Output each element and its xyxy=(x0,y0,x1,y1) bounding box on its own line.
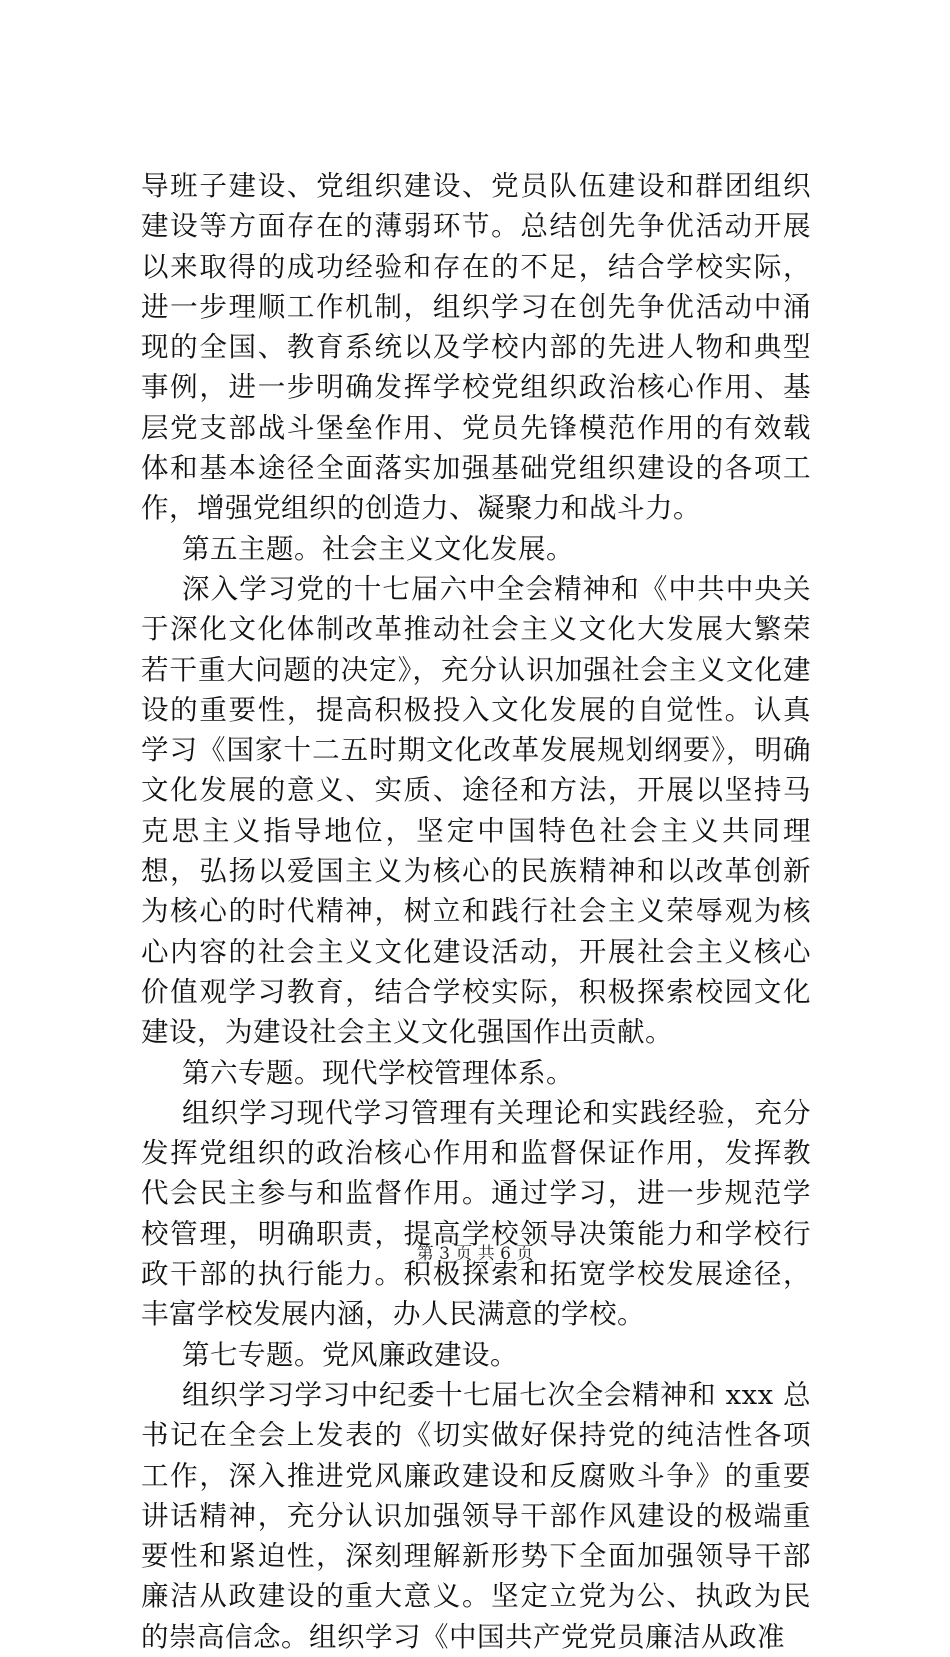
paragraph-party-building-continued: 导班子建设、党组织建设、党员队伍建设和群团组织建设等方面存在的薄弱环节。总结创先争优活动开展以来取得的成功经验和存在的不足，结合学校实际，进一步理顺工作机制，组织学习在创先争优活动中涌现的全国、教育系统以及学校内部的先进人物和典型事例，进一步明确发挥学校党组织政治核心作用、基层党支部战斗堡垒作用、党员先锋模范作用的有效载体和基本途径全面落实加强基础党组织建设的各项工作，增强党组织的创造力、凝聚力和战斗力。 xyxy=(141,170,811,525)
heading-topic-six: 第六专题。现代学校管理体系。 xyxy=(182,1056,574,1089)
heading-topic-five: 第五主题。社会主义文化发展。 xyxy=(182,532,574,565)
paragraph-socialist-culture: 深入学习党的十七届六中全会精神和《中共中央关于深化文化体制改革推动社会主义文化大发展大繁荣若干重大问题的决定》，充分认识加强社会主义文化建设的重要性，提高积极投入文化发展的自觉性。认真学习《国家十二五时期文化改革发展规划纲要》，明确文化发展的意义、实质、途径和方法，开展以坚持马克思主义指导地位，坚定中国特色社会主义共同理想，弘扬以爱国主义为核心的民族精神和以改革创新为核心的时代精神，树立和践行社会主义荣辱观为核心内容的社会主义文化建设活动，开展社会主义核心价值观学习教育，结合学校实际，积极探索校园文化建设，为建设社会主义文化强国作出贡献。 xyxy=(141,572,811,1049)
paragraph-school-management: 组织学习现代学习管理有关理论和实践经验，充分发挥党组织的政治核心作用和监督保证作用，发挥教代会民主参与和监督作用。通过学习，进一步规范学校管理，明确职责，提高学校领导决策能力和学校行政干部的执行能力。积极探索和拓宽学校发展途径，丰富学校发展内涵，办人民满意的学校。 xyxy=(141,1096,811,1331)
document-body xyxy=(141,166,811,1657)
page-number-footer: 第 3 页 共 6 页 xyxy=(416,1244,534,1264)
heading-topic-seven: 第七专题。党风廉政建设。 xyxy=(182,1338,518,1371)
paragraph-clean-governance: 组织学习学习中纪委十七届七次全会精神和 xxx 总书记在全会上发表的《切实做好保持党的纯洁性各项工作，深入推进党风廉政建设和反腐败斗争》的重要讲话精神，充分认识加强领导干部作风建设的极端重要性和紧迫性，深刻理解新形势下全面加强领导干部廉洁从政建设的重大意义。坚定立党为公、执政为民的崇高信念。组织学习《中国共产党党员廉洁从政准 xyxy=(141,1378,811,1653)
